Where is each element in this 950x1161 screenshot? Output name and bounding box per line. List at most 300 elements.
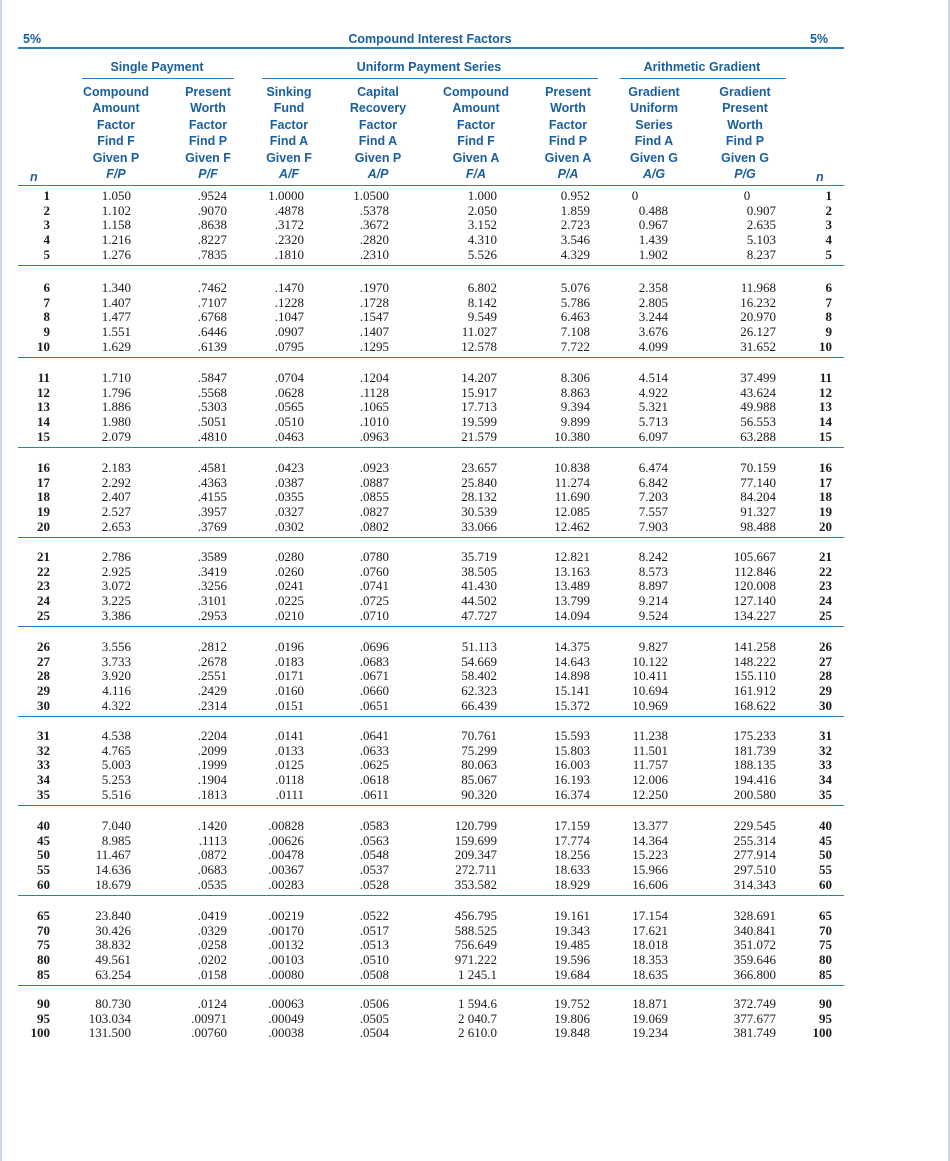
factor-value-p-f: .2812 [197,639,227,654]
factor-value-p-g: 16.232 [740,294,776,310]
factor-value-f-p: 4.116 [102,683,131,699]
factor-value-p-g: 49.988 [740,399,776,415]
table-row [18,203,844,218]
factor-value-a-p: .0923 [359,460,389,475]
table-block [18,188,844,266]
factor-value-p-f: .2204 [197,728,227,743]
factor-value-p-f: .5847 [197,370,227,385]
table-row [18,280,844,295]
period-n-right: 65 [819,908,832,923]
factor-value-a-f: .00478 [268,847,304,863]
factor-value-a-p: .0963 [359,428,389,444]
block-rule [18,265,844,266]
period-n-left: 8 [43,309,50,325]
factor-value-p-f: .1420 [197,818,227,833]
factor-value-a-f: .1228 [274,294,304,310]
factor-value-p-f: .8638 [197,217,227,233]
period-n-right: 15 [819,428,832,444]
factor-value-a-g: 1.439 [638,232,668,248]
block-rule [18,537,844,538]
factor-value-a-g: 6.842 [638,474,668,490]
factor-value-a-p: .1970 [359,280,389,295]
factor-value-a-f: .0141 [274,728,304,743]
group-gradient-rule [620,78,786,79]
factor-value-p-a: 0.952 [560,188,590,203]
table-row [18,833,844,848]
factor-value-p-f: .6768 [197,309,227,325]
table-row [18,787,844,802]
period-n-right: 4 [825,232,832,248]
factor-value-f-a: 54.669 [461,653,497,669]
table-row [18,324,844,339]
factor-value-f-a: 456.795 [454,908,497,923]
factor-value-f-a: 70.761 [461,728,497,743]
factor-value-p-a: 14.375 [554,639,590,654]
period-n-right: 95 [819,1010,832,1026]
table-row [18,309,844,324]
factor-value-p-g: 297.510 [733,862,776,878]
factor-value-p-a: 18.929 [554,876,590,892]
period-n-left: 26 [37,639,50,654]
table-title: Compound Interest Factors [348,32,512,46]
factor-value-p-g: 200.580 [733,786,776,802]
factor-value-a-p: .1295 [359,338,389,354]
factor-value-a-g: 17.154 [632,908,668,923]
factor-value-f-p: 2.292 [101,474,131,490]
factor-value-p-a: 9.394 [560,399,590,415]
factor-value-f-a: 58.402 [461,668,497,684]
factor-value-p-f: .3256 [197,578,227,594]
table-row [18,578,844,593]
factor-value-f-a: 15.917 [461,384,497,400]
factor-value-p-f: .4810 [197,428,227,444]
factor-value-a-g: 8.573 [638,563,668,579]
factor-value-f-p: 3.225 [101,593,131,609]
factor-value-a-f: .00063 [268,996,304,1011]
period-n-left: 24 [37,593,50,609]
period-n-right: 100 [812,1025,832,1041]
block-rule [18,447,844,448]
factor-value-p-g: 31.652 [740,338,776,354]
factor-value-p-f: .3769 [197,518,227,534]
column-header-formula: A/P [367,167,389,182]
factor-value-p-a: 19.806 [554,1010,590,1026]
factor-value-f-a: 41.430 [461,578,497,594]
factor-value-a-p: .1547 [359,309,389,325]
factor-value-p-g: 175.233 [733,728,776,743]
period-n-right: 34 [819,772,832,788]
period-n-right: 80 [819,952,832,968]
group-uniform-rule [262,78,598,79]
period-n-right: 25 [819,607,832,623]
factor-value-p-f: .9070 [197,202,227,218]
factor-value-p-g: 91.327 [740,504,776,520]
factor-value-a-p: .0633 [359,742,389,758]
table-row [18,728,844,743]
left-border [0,0,2,1161]
factor-value-a-f: .0423 [274,460,304,475]
period-n-left: 70 [37,922,50,938]
factor-value-a-p: .0505 [359,1010,389,1026]
factor-value-a-p: .0513 [359,937,389,953]
period-n-right: 22 [819,563,832,579]
period-n-right: 2 [825,202,832,218]
factor-value-a-p: .1728 [359,294,389,310]
factor-value-a-f: .00828 [268,818,304,833]
factor-value-p-g: 168.622 [733,697,776,713]
factor-value-a-g: 11.757 [632,757,668,773]
factor-value-a-f: .0795 [274,338,304,354]
factor-value-f-a: 17.713 [461,399,497,415]
factor-value-p-f: .0202 [197,952,227,968]
factor-value-p-a: 1.859 [560,202,590,218]
factor-value-a-g: 5.713 [638,414,668,430]
factor-value-p-f: .3419 [197,563,227,579]
period-n-left: 20 [37,518,50,534]
factor-value-a-p: .2310 [359,246,389,262]
period-n-left: 5 [43,246,50,262]
factor-value-p-a: 14.643 [554,653,590,669]
factor-value-p-a: 14.094 [554,607,590,623]
factor-value-p-g: 377.677 [733,1010,776,1026]
factor-value-a-g: 10.411 [632,668,668,684]
factor-value-a-g: 8.897 [638,578,668,594]
period-n-right: 10 [819,338,832,354]
factor-value-p-f: .00971 [191,1010,227,1026]
factor-value-p-a: 19.485 [554,937,590,953]
factor-value-f-p: 2.925 [101,563,131,579]
factor-value-a-g: 19.069 [632,1010,668,1026]
factor-value-p-g: 11.968 [740,280,776,295]
factor-value-p-f: .4363 [197,474,227,490]
period-n-left: 100 [30,1025,50,1041]
factor-value-f-a: 1 245.1 [458,966,497,982]
table-row [18,698,844,713]
factor-value-p-f: .5303 [197,399,227,415]
period-n-right: 19 [819,504,832,520]
period-n-right: 24 [819,593,832,609]
table-row [18,460,844,475]
factor-value-f-a: 38.505 [461,563,497,579]
column-header-formula: P/F [198,167,218,182]
table-row [18,952,844,967]
factor-value-a-f: .0280 [274,549,304,564]
block-rule [18,357,844,358]
factor-value-a-g: 10.122 [632,653,668,669]
factor-value-f-a: 971.222 [454,952,497,968]
factor-value-p-a: 7.722 [560,338,590,354]
period-n-left: 32 [37,742,50,758]
factor-value-f-a: 35.719 [461,549,497,564]
factor-value-f-p: 3.733 [101,653,131,669]
factor-value-p-g: 188.135 [733,757,776,773]
factor-value-p-g: 194.416 [733,772,776,788]
factor-value-a-p: .0528 [359,876,389,892]
table-block [18,908,844,986]
factor-value-f-a: 159.699 [454,832,497,848]
factor-value-f-a: 21.579 [461,428,497,444]
factor-value-f-p: 3.556 [101,639,131,654]
factor-value-p-g: 277.914 [733,847,776,863]
factor-value-a-g: 15.966 [632,862,668,878]
table-row [18,370,844,385]
factor-value-p-f: .2099 [197,742,227,758]
factor-value-a-f: .00219 [268,908,304,923]
table-block [18,549,844,627]
period-n-left: 90 [37,996,50,1011]
factor-value-p-g: 98.488 [740,518,776,534]
factor-value-p-g: 359.646 [733,952,776,968]
group-arithmetic-gradient: Arithmetic Gradient [643,60,761,74]
table-row [18,232,844,247]
factor-value-a-g: 16.606 [632,876,668,892]
table-row [18,772,844,787]
period-n-right: 3 [825,217,832,233]
factor-value-p-a: 17.159 [554,818,590,833]
period-n-left: 21 [37,549,50,564]
factor-value-p-g: 70.159 [740,460,776,475]
factor-value-p-f: .7462 [197,280,227,295]
factor-value-f-a: 47.727 [461,607,497,623]
period-n-left: 4 [43,232,50,248]
factor-value-f-p: 2.407 [101,489,131,505]
factor-value-p-a: 15.803 [554,742,590,758]
factor-value-p-g: 314.343 [733,876,776,892]
factor-value-p-a: 13.799 [554,593,590,609]
factor-value-p-f: .8227 [197,232,227,248]
table-row [18,217,844,232]
factor-value-p-a: 16.374 [554,786,590,802]
factor-value-p-a: 9.899 [560,414,590,430]
factor-value-p-a: 7.108 [560,324,590,340]
factor-value-f-a: 33.066 [461,518,497,534]
factor-value-p-g: 148.222 [733,653,776,669]
factor-value-a-p: .0760 [359,563,389,579]
factor-value-p-a: 15.593 [554,728,590,743]
factor-value-a-g: 2.805 [638,294,668,310]
table-row [18,519,844,534]
factor-value-a-p: .0855 [359,489,389,505]
period-n-left: 55 [37,862,50,878]
factor-value-a-f: .00049 [268,1010,304,1026]
factor-value-p-a: 3.546 [560,232,590,248]
period-n-right: 9 [825,324,832,340]
block-rule [18,716,844,717]
factor-value-a-f: .00626 [268,832,304,848]
table-row [18,399,844,414]
factor-value-p-a: 6.463 [560,309,590,325]
table-row [18,188,844,203]
period-n-right: 26 [819,639,832,654]
period-n-right: 6 [825,280,832,295]
table-row [18,683,844,698]
factor-value-p-g: 372.749 [733,996,776,1011]
period-n-left: 15 [37,428,50,444]
table-row [18,654,844,669]
period-n-right: 12 [819,384,832,400]
factor-value-a-f: .0260 [274,563,304,579]
factor-value-a-p: .1407 [359,324,389,340]
period-n-left: 23 [37,578,50,594]
factor-value-a-p: .0641 [359,728,389,743]
factor-value-f-a: 19.599 [461,414,497,430]
factor-value-a-g: 3.676 [638,324,668,340]
factor-value-f-a: 66.439 [461,697,497,713]
factor-value-a-p: .0506 [359,996,389,1011]
period-n-right: 11 [819,370,832,385]
factor-value-a-g: 18.018 [632,937,668,953]
factor-value-p-g: 366.800 [733,966,776,982]
factor-value-f-a: 1 594.6 [458,996,497,1011]
factor-value-f-a: 6.802 [467,280,497,295]
factor-value-a-p: .0710 [359,607,389,623]
factor-value-p-g: 84.204 [740,489,776,505]
factor-value-p-a: 13.489 [554,578,590,594]
factor-value-a-g: 10.969 [632,697,668,713]
factor-value-p-a: 5.786 [560,294,590,310]
factor-value-p-g: 2.635 [746,217,776,233]
period-n-right: 18 [819,489,832,505]
factor-value-p-g: 381.749 [733,1025,776,1041]
factor-value-f-p: 1.407 [101,294,131,310]
factor-value-a-f: .0907 [274,324,304,340]
period-n-right: 21 [819,549,832,564]
factor-value-a-g: 7.903 [638,518,668,534]
factor-value-f-p: 2.653 [101,518,131,534]
period-n-right: 70 [819,922,832,938]
factor-value-f-p: 1.477 [101,309,131,325]
factor-value-p-f: .1813 [197,786,227,802]
column-header-formula: P/A [557,167,579,182]
table-row [18,967,844,982]
factor-value-p-f: .7835 [197,246,227,262]
factor-value-p-g: 351.072 [733,937,776,953]
factor-value-a-f: .0510 [274,414,304,430]
factor-value-p-g: 105.667 [733,549,776,564]
factor-value-f-p: 1.158 [101,217,131,233]
factor-value-a-p: .5378 [359,202,389,218]
factor-value-f-a: 9.549 [467,309,497,325]
period-n-left: 35 [37,786,50,802]
table-row [18,1011,844,1026]
period-n-left: 31 [37,728,50,743]
table-row [18,593,844,608]
factor-value-f-p: 1.980 [101,414,131,430]
factor-value-p-g: 181.739 [733,742,776,758]
period-n-right: 90 [819,996,832,1011]
period-n-right: 27 [819,653,832,669]
factor-value-f-p: 14.636 [95,862,131,878]
factor-value-p-f: .1113 [198,832,227,848]
factor-value-a-g: 6.474 [638,460,668,475]
factor-value-p-g: 56.553 [740,414,776,430]
factor-value-f-p: 3.386 [101,607,131,623]
factor-value-f-a: 756.649 [454,937,497,953]
group-uniform-series: Uniform Payment Series [356,60,502,74]
period-n-right: 85 [819,966,832,982]
factor-value-a-p: .0887 [359,474,389,490]
table-row [18,247,844,262]
factor-value-f-p: 80.730 [95,996,131,1011]
factor-value-p-g: 20.970 [740,309,776,325]
factor-value-p-f: .5568 [197,384,227,400]
table-row [18,475,844,490]
period-n-left: 16 [37,460,50,475]
factor-value-p-g: 63.288 [740,428,776,444]
factor-value-p-a: 15.372 [554,697,590,713]
n-header-right: n [816,170,824,184]
factor-value-f-a: 62.323 [461,683,497,699]
period-n-left: 95 [37,1010,50,1026]
factor-value-f-a: 25.840 [461,474,497,490]
factor-value-f-a: 120.799 [454,818,497,833]
factor-value-p-g: 26.127 [740,324,776,340]
factor-value-f-a: 209.347 [454,847,497,863]
period-n-right: 29 [819,683,832,699]
factor-value-f-a: 2.050 [467,202,497,218]
factor-value-p-f: .6446 [197,324,227,340]
table-row [18,877,844,892]
period-n-left: 45 [37,832,50,848]
column-header-a-p [328,84,428,182]
factor-value-p-g: 37.499 [740,370,776,385]
factor-value-p-a: 19.596 [554,952,590,968]
rate-right: 5% [810,32,829,46]
period-n-right: 55 [819,862,832,878]
factor-value-f-a: 80.063 [461,757,497,773]
factor-value-f-p: 4.538 [101,728,131,743]
factor-value-p-a: 12.462 [554,518,590,534]
factor-value-f-p: 3.920 [101,668,131,684]
factor-value-p-a: 19.684 [554,966,590,982]
period-n-left: 3 [43,217,50,233]
factor-value-p-f: .0258 [197,937,227,953]
period-n-right: 23 [819,578,832,594]
factor-value-p-a: 11.274 [554,474,590,490]
period-n-right: 20 [819,518,832,534]
factor-value-a-p: .0827 [359,504,389,520]
column-header-label: Capital Recovery Factor Find A Given P [349,85,407,165]
factor-value-f-p: 2.786 [101,549,131,564]
factor-value-a-f: .0183 [274,653,304,669]
factor-value-p-f: .4581 [197,460,227,475]
factor-value-p-g: 141.258 [733,639,776,654]
factor-value-f-p: 1.050 [101,188,131,203]
factor-value-a-p: .1128 [360,384,389,400]
factor-value-a-g: 7.203 [638,489,668,505]
factor-value-f-p: 1.216 [101,232,131,248]
factor-value-p-f: .3589 [197,549,227,564]
factor-value-f-a: 75.299 [461,742,497,758]
factor-value-a-g: 8.242 [638,549,668,564]
factor-value-f-a: 51.113 [461,639,497,654]
factor-value-f-p: 1.340 [101,280,131,295]
rate-left: 5% [23,32,42,46]
period-n-left: 75 [37,937,50,953]
factor-value-p-f: .0419 [197,908,227,923]
factor-value-a-g: 0.967 [638,217,668,233]
factor-value-f-p: 2.527 [101,504,131,520]
factor-value-p-f: .0535 [197,876,227,892]
factor-value-p-a: 13.163 [554,563,590,579]
period-n-left: 11 [37,370,50,385]
column-header-formula: F/A [465,167,487,182]
table-row [18,743,844,758]
period-n-left: 30 [37,697,50,713]
factor-value-a-f: .0225 [274,593,304,609]
factor-value-f-p: 1.796 [101,384,131,400]
period-n-left: 60 [37,876,50,892]
